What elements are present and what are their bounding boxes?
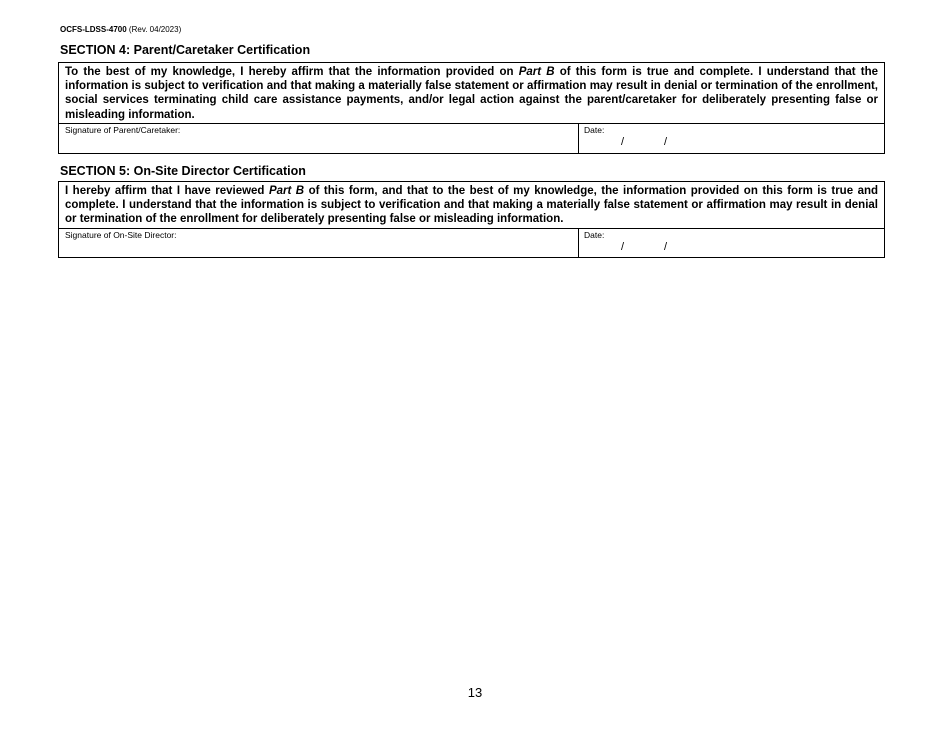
director-date-field[interactable] xyxy=(579,229,884,258)
director-date-separator-1: / xyxy=(621,240,625,253)
section-5-certification-box xyxy=(58,181,885,258)
section-4-signature-row xyxy=(59,124,884,153)
form-code: OCFS-LDSS-4700 xyxy=(60,25,127,34)
parent-date-separator-2: / xyxy=(664,135,668,148)
section-5-statement-text-start: I hereby affirm that I have reviewed xyxy=(65,185,269,197)
section-5-statement-part-reference: Part B xyxy=(268,185,305,197)
director-date-label: Date: xyxy=(584,229,605,240)
parent-date-label: Date: xyxy=(584,124,605,135)
section-4-statement xyxy=(59,63,884,124)
form-identifier xyxy=(60,25,181,35)
section-4-statement-text-start: To the best of my knowledge, I hereby affirm that the information provided on xyxy=(65,66,519,78)
section-5-statement-text-end: of this form, and that to the best of my knowledge, the information provided on this form is true and complete. I understand that the information is subject to verification and that making a materially false statement or affirmation may result in denial or termination of the enrollment for deliberately presenting false or misleading information. xyxy=(65,185,879,226)
section-4-title: SECTION 4: Parent/Caretaker Certification xyxy=(60,43,311,57)
parent-date-separator-1: / xyxy=(621,135,625,148)
director-signature-label: Signature of On-Site Director: xyxy=(65,229,177,240)
director-date-separator-2: / xyxy=(664,240,668,253)
director-signature-field[interactable] xyxy=(59,229,579,258)
section-5-title: SECTION 5: On-Site Director Certification xyxy=(60,164,306,178)
section-5-statement xyxy=(59,182,884,229)
parent-signature-label: Signature of Parent/Caretaker: xyxy=(65,124,181,135)
page-number: 13 xyxy=(467,685,483,700)
section-4-certification-box xyxy=(58,62,885,154)
section-4-statement-part-reference: Part B xyxy=(518,66,555,78)
section-4-statement-text-end: of this form is true and complete. I understand that the information is subject to verification and that making a materially false statement or affirmation may result in denial or termination of the enrollment, social services terminating child care assistance payments, and/or legal action against the parent/caretaker for deliberately presenting false or misleading information. xyxy=(65,66,878,121)
form-revision: (Rev. 04/2023) xyxy=(128,25,182,34)
parent-date-field[interactable] xyxy=(579,124,884,153)
section-5-signature-row xyxy=(59,229,884,258)
parent-signature-field[interactable] xyxy=(59,124,579,153)
